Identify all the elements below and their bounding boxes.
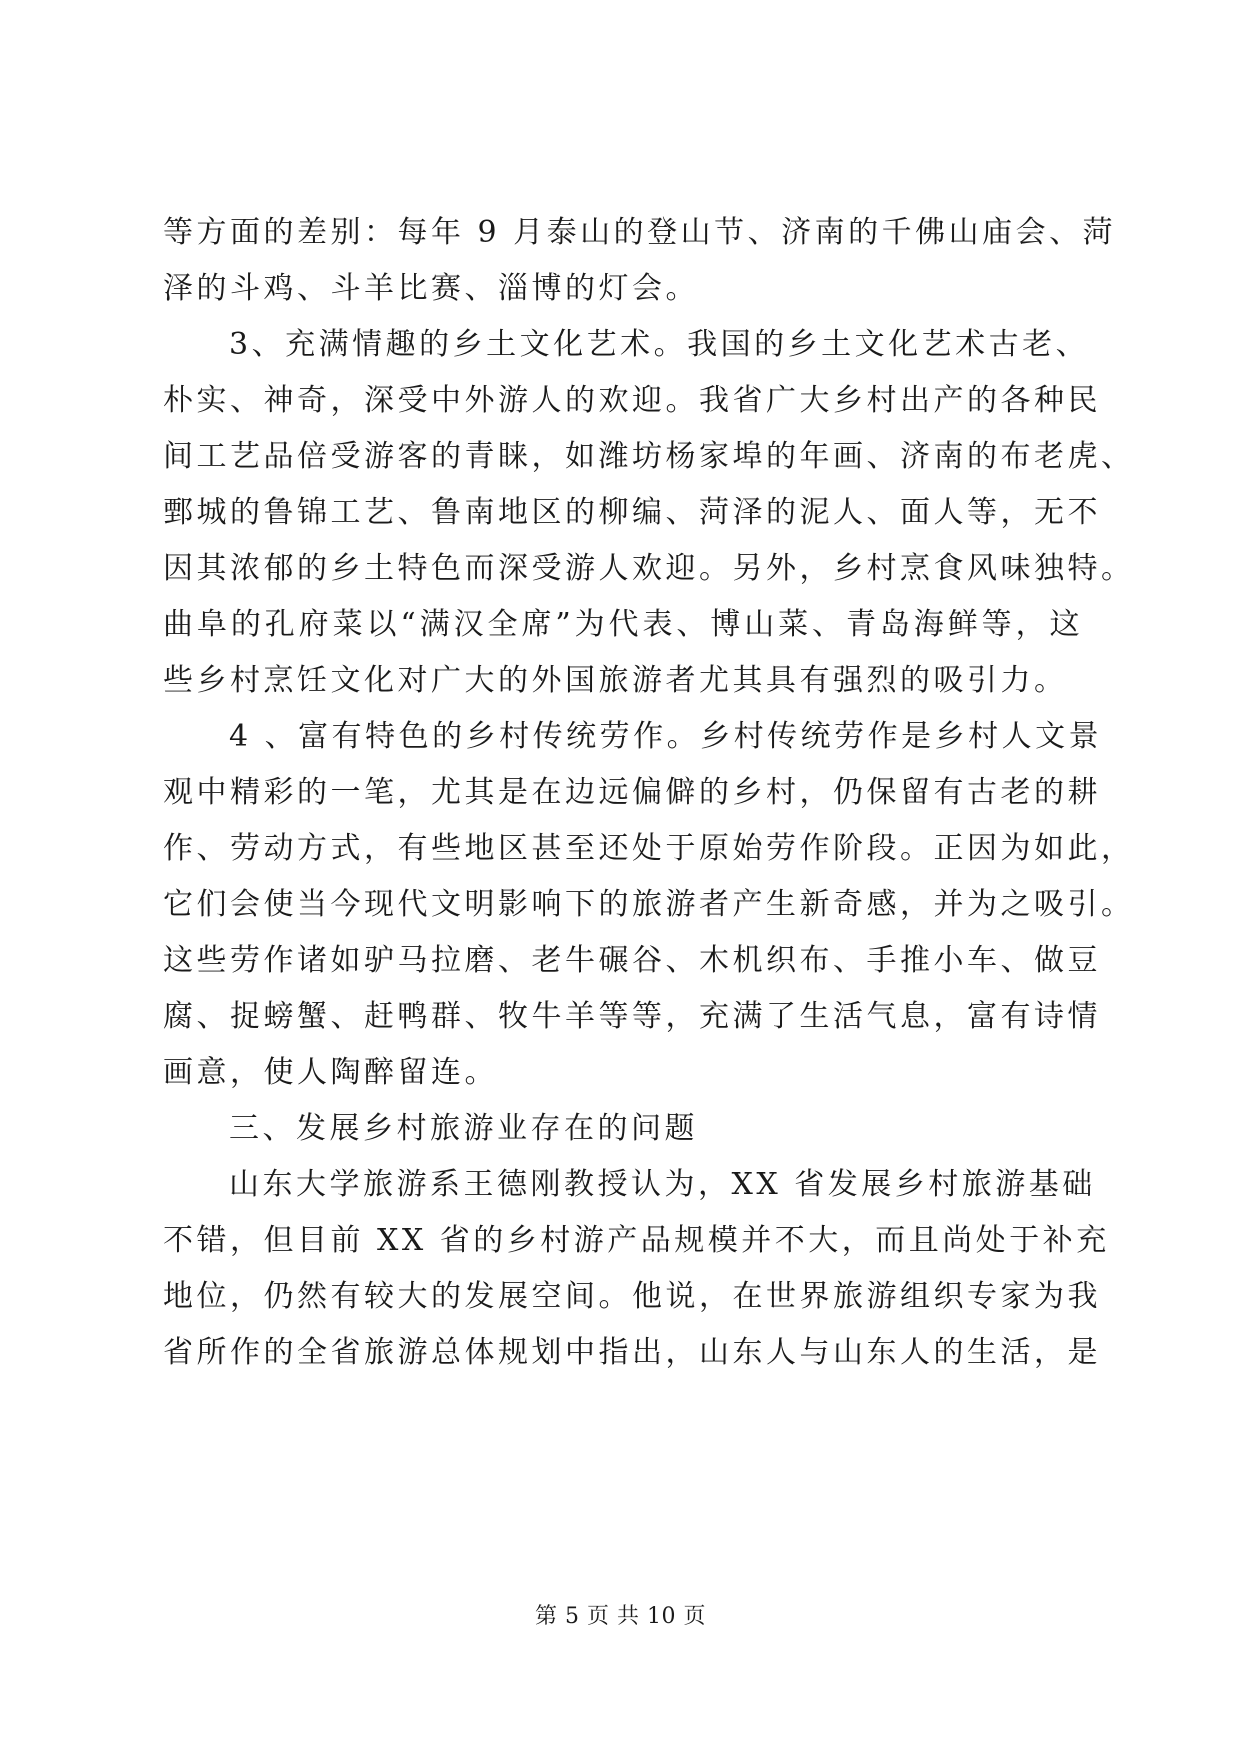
text-line: 画意，使人陶醉留连。: [163, 1055, 498, 1090]
text-line: 朴实、神奇，深受中外游人的欢迎。我省广大乡村出产的各种民: [163, 383, 1101, 418]
text-line: 泽的斗鸡、斗羊比赛、淄博的灯会。: [163, 271, 699, 306]
section-heading: 三、发展乡村旅游业存在的问题: [229, 1111, 698, 1146]
page-number-footer: 第 5 页 共 10 页: [535, 1604, 706, 1629]
text-line: 作、劳动方式，有些地区甚至还处于原始劳作阶段。正因为如此，: [163, 831, 1135, 866]
text-line: 鄄城的鲁锦工艺、鲁南地区的柳编、菏泽的泥人、面人等，无不: [163, 495, 1101, 530]
text-line: 它们会使当今现代文明影响下的旅游者产生新奇感，并为之吸引。: [163, 887, 1135, 922]
paragraph-start: 山东大学旅游系王德刚教授认为，XX 省发展乡村旅游基础: [229, 1167, 1096, 1202]
text-line: 这些劳作诸如驴马拉磨、老牛碾谷、木机织布、手推小车、做豆: [163, 943, 1101, 978]
text-line: 因其浓郁的乡土特色而深受游人欢迎。另外，乡村烹食风味独特。: [163, 551, 1135, 586]
text-line: 等方面的差别：每年 9 月泰山的登山节、济南的千佛山庙会、菏: [163, 215, 1117, 250]
paragraph-3-start: 3、充满情趣的乡土文化艺术。我国的乡土文化艺术古老、: [229, 327, 1090, 362]
text-line: 观中精彩的一笔，尤其是在边远偏僻的乡村，仍保留有古老的耕: [163, 775, 1101, 810]
text-line: 腐、捉螃蟹、赶鸭群、牧牛羊等等，充满了生活气息，富有诗情: [163, 999, 1101, 1034]
text-line: 地位，仍然有较大的发展空间。他说，在世界旅游组织专家为我: [163, 1279, 1101, 1314]
text-line: 些乡村烹饪文化对广大的外国旅游者尤其具有强烈的吸引力。: [163, 663, 1068, 698]
text-line: 省所作的全省旅游总体规划中指出，山东人与山东人的生活，是: [163, 1335, 1101, 1370]
paragraph-4-start: 4 、富有特色的乡村传统劳作。乡村传统劳作是乡村人文景: [229, 719, 1103, 754]
text-line: 间工艺品倍受游客的青睐，如潍坊杨家埠的年画、济南的布老虎、: [163, 439, 1135, 474]
text-line: 不错，但目前 XX 省的乡村游产品规模并不大，而且尚处于补充: [163, 1223, 1110, 1258]
text-line: 曲阜的孔府菜以“满汉全席”为代表、博山菜、青岛海鲜等，这: [163, 607, 1083, 642]
